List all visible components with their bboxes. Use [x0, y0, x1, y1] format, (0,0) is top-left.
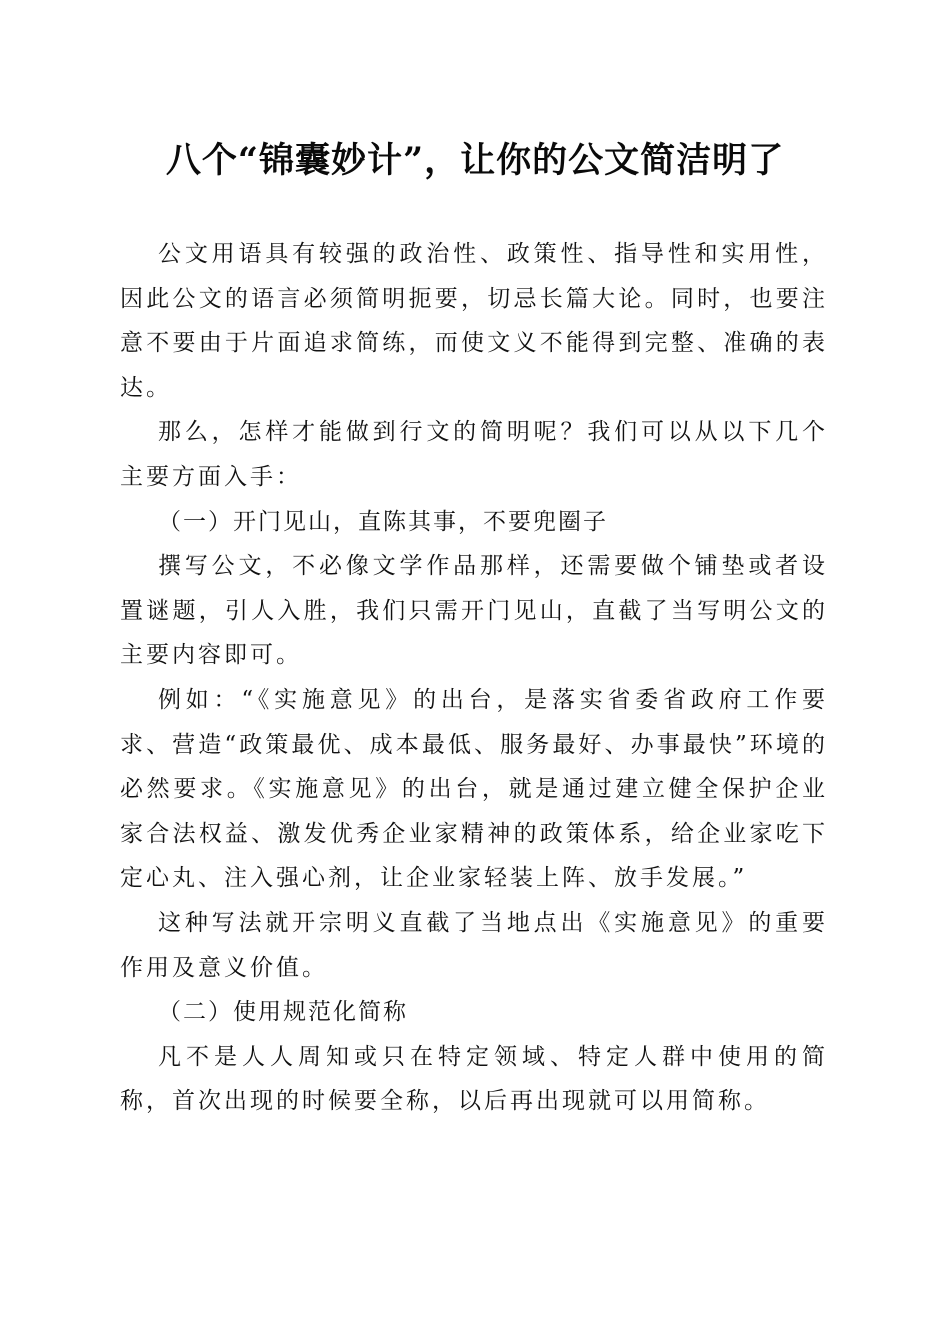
paragraph-section-2-body: 凡不是人人周知或只在特定领域、特定人群中使用的简称，首次出现的时候要全称，以后再出现就可以用简称。 [120, 1043, 828, 1115]
document-title: 八个“锦囊妙计”，让你的公文简洁明了 [165, 140, 785, 181]
paragraph-example-quote: 例如：“《实施意见》的出台，是落实省委省政府工作要求、营造“政策最优、成本最低、服务最好、办事最快”环境的必然要求。《实施意见》的出台，就是通过建立健全保护企业家合法权益、激发优秀企业家精神的政策体系，给企业家吃下定心丸、注入强心剂，让企业家轻装上阵、放手发展。” [120, 686, 828, 892]
paragraph-section-1-body: 撰写公文，不必像文学作品那样，还需要做个铺垫或者设置谜题，引人入胜，我们只需开门见山，直截了当写明公文的主要内容即可。 [120, 553, 828, 669]
document-body [120, 232, 828, 1124]
paragraph-question: 那么，怎样才能做到行文的简明呢？我们可以从以下几个主要方面入手： [120, 419, 828, 490]
section-heading-2: （二）使用规范化简称 [158, 999, 408, 1026]
paragraph-intro: 公文用语具有较强的政治性、政策性、指导性和实用性，因此公文的语言必须简明扼要，切忌长篇大论。同时，也要注意不要由于片面追求简练，而使文义不能得到完整、准确的表达。 [120, 241, 828, 401]
paragraph-example-comment: 这种写法就开宗明义直截了当地点出《实施意见》的重要作用及意义价值。 [120, 909, 828, 981]
section-heading-1: （一）开门见山，直陈其事，不要兜圈子 [158, 508, 608, 535]
